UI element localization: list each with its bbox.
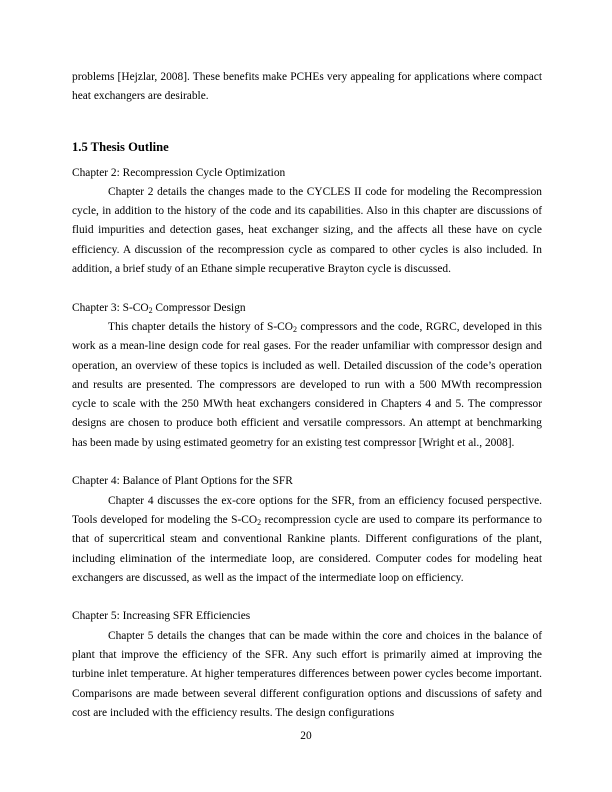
chapter-3-heading <box>72 299 542 318</box>
chapter-5-heading: Chapter 5: Increasing SFR Efficiencies <box>72 610 251 623</box>
chapter-3-body-subscript: 2 <box>293 324 297 334</box>
chapter-5-block <box>72 607 542 723</box>
chapter-3-heading-subscript: 2 <box>148 305 153 315</box>
chapter-3-heading-pre: Chapter 3: S-CO <box>72 301 149 314</box>
chapter-3-body-post: compressors and the code, RGRC, developed in this work as a mean-line design code for real gases. For the reader unfamiliar with compressor design and operation, an overview of these topics is included as well. Detailed discussion of the code’s operation and results are presented. The compressors are developed to run with a 500 MWth recompression cycle to scale with the 250 MWth heat exchangers considered in Chapters 4 and 5. The compressor designs are chosen to produce both efficient and versatile compressors. An attempt at benchmarking has been made by using estimated geometry for an existing test compressor [Wright et al., 2008]. <box>72 320 542 449</box>
chapter-3-block <box>72 299 542 453</box>
chapter-4-body <box>72 492 542 588</box>
page-number: 20 <box>300 730 312 742</box>
chapter-4-body-pre: Chapter 4 discusses the ex-core options for the SFR, from an efficiency focused perspective. Tools developed for modeling the S-CO <box>72 494 542 526</box>
chapter-4-body-subscript: 2 <box>257 517 262 527</box>
chapter-2-body: Chapter 2 details the changes made to the CYCLES II code for modeling the Recompression cycle, in addition to the history of the code and its capabilities. Also in this chapter are discussions of fluid impurities and detection gases, heat exchanger sizing, and the affects all these have on cycle efficiency. A discussion of the recompression cycle as compared to other cycles is also included. In addition, a brief study of an Ethane simple recuperative Brayton cycle is discussed. <box>72 185 542 276</box>
chapter-4-heading: Chapter 4: Balance of Plant Options for the SFR <box>72 475 293 488</box>
chapter-4-block <box>72 472 542 588</box>
section-title: 1.5 Thesis Outline <box>72 139 169 154</box>
intro-paragraph: problems [Hejzlar, 2008]. These benefits make PCHEs very appealing for applications where compact heat exchangers are desirable. <box>72 71 542 103</box>
chapter-2-heading: Chapter 2: Recompression Cycle Optimization <box>72 166 286 179</box>
chapter-3-body-pre: This chapter details the history of S-CO <box>108 320 293 333</box>
document-page <box>72 68 542 743</box>
chapter-2-block <box>72 164 542 280</box>
chapter-3-heading-post: Compressor Design <box>152 301 246 314</box>
chapter-4-body-post: recompression cycle are used to compare its performance to that of supercritical steam and conventional Rankine plants. Different configurations of the plant, including elimination of the intermediate loop, are considered. Computer codes for modeling heat exchangers are discussed, as well as the impact of the intermediate loop on efficiency. <box>72 513 543 584</box>
chapter-5-body: Chapter 5 details the changes that can be made within the core and choices in the balance of plant that improve the efficiency of the SFR. Any such effort is primarily aimed at improving the turbine inlet temperature. At higher temperatures differences between power cycles become important. Comparisons are made between several different configuration options and discussions of safety and cost are included with the efficiency results. The design configurations <box>72 629 542 719</box>
chapter-3-body <box>72 318 542 453</box>
